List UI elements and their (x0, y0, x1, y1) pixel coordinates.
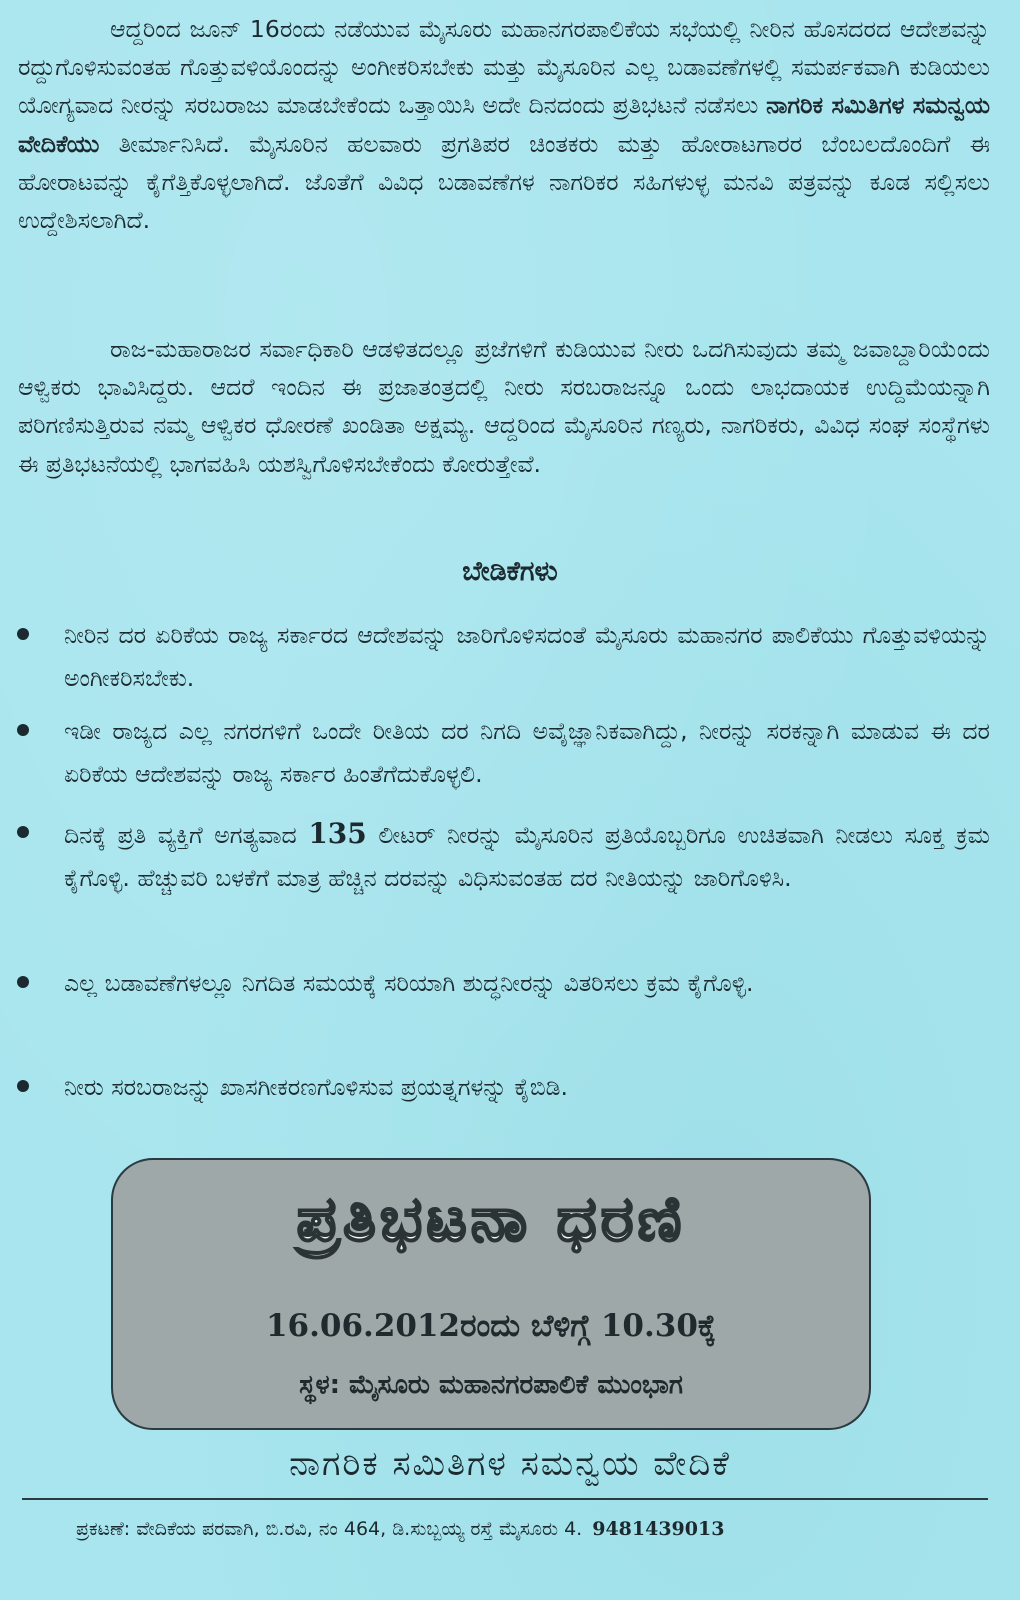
publisher-text: ಪ್ರಕಟಣೆ: ವೇದಿಕೆಯ ಪರವಾಗಿ, ಬಿ.ರವಿ, ನಂ 464, ಡಿ.ಸುಬ್ಬಯ್ಯ ರಸ್ತೆ ಮೈಸೂರು 4. (76, 1518, 583, 1540)
demand-text (64, 812, 990, 900)
publisher-phone: 9481439013 (592, 1518, 725, 1540)
organization-name: ನಾಗರಿಕ ಸಮಿತಿಗಳ ಸಮನ್ವಯ ವೇದಿಕೆ (289, 1444, 731, 1484)
bullet-icon (17, 628, 29, 640)
protest-date-suffix: ರಂದು ಬೆಳಿಗ್ಗೆ (460, 1308, 601, 1344)
demands-heading: ಬೇಡಿಕೆಗಳು (462, 556, 558, 587)
publisher-line (76, 1518, 996, 1540)
bullet-icon (17, 1080, 29, 1092)
liters-number: 135 (308, 817, 367, 850)
protest-venue: ಸ್ಥಳ: ಮೈಸೂರು ಮಹಾನಗರಪಾಲಿಕೆ ಮುಂಭಾಗ (299, 1370, 683, 1400)
demand-text-start: ದಿನಕ್ಕೆ ಪ್ರತಿ ವ್ಯಕ್ತಿಗೆ ಅಗತ್ಯವಾದ (64, 821, 309, 849)
demand-text: ನೀರು ಸರಬರಾಜನ್ನು ಖಾಸಗೀಕರಣಗೊಳಿಸುವ ಪ್ರಯತ್ನಗಳನ್ನು ಕೈಬಿಡಿ. (64, 1073, 568, 1101)
bullet-icon (17, 724, 29, 736)
bullet-icon (17, 826, 29, 838)
organization-bold-text: ನಾಗರಿಕ ಸಮಿತಿಗಳ ಸಮನ್ವಯ ವೇದಿಕೆಯು (18, 91, 991, 158)
protest-date-time (113, 1308, 869, 1345)
footer-divider (22, 1498, 988, 1500)
demand-text: ಇಡೀ ರಾಜ್ಯದ ಎಲ್ಲ ನಗರಗಳಿಗೆ ಒಂದೇ ರೀತಿಯ ದರ ನಿಗದಿ ಅವೈಜ್ಞಾನಿಕವಾಗಿದ್ದು, ನೀರನ್ನು ಸರಕನ್ನಾಗಿ ಮಾಡುವ ಈ ದರ ಏರಿಕೆಯ ಆದೇಶವನ್ನು ರಾಜ್ಯ ಸರ್ಕಾರ ಹಿಂತೆಗೆದುಕೊಳ್ಳಲಿ. (64, 717, 990, 788)
intro-text-end: ತೀರ್ಮಾನಿಸಿದೆ. ಮೈಸೂರಿನ ಹಲವಾರು ಪ್ರಗತಿಪರ ಚಿಂತಕರು ಮತ್ತು ಹೋರಾಟಗಾರರ ಬೆಂಬಲದೊಂದಿಗೆ ಈ ಹೋರಾಟವನ್ನು ಕೈಗೆತ್ತಿಕೊಳ್ಳಲಾಗಿದೆ. ಜೊತೆಗೆ ವಿವಿಧ ಬಡಾವಣೆಗಳ ನಾಗರಿಕರ ಸಹಿಗಳುಳ್ಳ ಮನವಿ ಪತ್ರವನ್ನು ಕೂಡ ಸಲ್ಲಿಸಲು ಉದ್ದೇಶಿಸಲಾಗಿದೆ. (18, 129, 990, 235)
intro-text-start: ಆದ್ದರಿಂದ ಜೂನ್ 16ರಂದು ನಡೆಯುವ ಮೈಸೂರು ಮಹಾನಗರಪಾಲಿಕೆಯ ಸಭೆಯಲ್ಲಿ ನೀರಿನ ಹೊಸದರದ ಆದೇಶವನ್ನು ರದ್ದುಗೊಳಿಸುವಂತಹ ಗೊತ್ತುವಳಿಯೊಂದನ್ನು ಅಂಗೀಕರಿಸಬೇಕು ಮತ್ತು ಮೈಸೂರಿನ ಎಲ್ಲ ಬಡಾವಣೆಗಳಲ್ಲಿ ಸಮರ್ಪಕವಾಗಿ ಕುಡಿಯಲು ಯೋಗ್ಯವಾದ ನೀರನ್ನು ಸರಬರಾಜು ಮಾಡಬೇಕೆಂದು ಒತ್ತಾಯಿಸಿ ಅದೇ ದಿನದಂದು ಪ್ರತಿಭಟನೆ ನಡೆಸಲು (18, 15, 990, 120)
protest-date: 16.06.2012 (265, 1308, 461, 1344)
protest-time: 10.30 (600, 1308, 698, 1344)
protest-announcement-box (111, 1158, 871, 1430)
protest-title: ಪ್ರತಿಭಟನಾ ಧರಣಿ (296, 1182, 686, 1255)
intro-paragraph (18, 10, 990, 239)
protest-time-suffix: ಕ್ಕೆ (697, 1308, 717, 1344)
bullet-icon (17, 976, 29, 988)
appeal-paragraph (18, 330, 990, 483)
demand-text-end: ಲೀಟರ್ ನೀರನ್ನು ಮೈಸೂರಿನ ಪ್ರತಿಯೊಬ್ಬರಿಗೂ ಉಚಿತವಾಗಿ ನೀಡಲು ಸೂಕ್ತ ಕ್ರಮ ಕೈಗೊಳ್ಳಿ. ಹೆಚ್ಚುವರಿ ಬಳಕೆಗೆ ಮಾತ್ರ ಹೆಚ್ಚಿನ ದರವನ್ನು ವಿಧಿಸುವಂತಹ ದರ ನೀತಿಯನ್ನು ಜಾರಿಗೊಳಿಸಿ. (64, 821, 990, 892)
demand-text: ನೀರಿನ ದರ ಏರಿಕೆಯ ರಾಜ್ಯ ಸರ್ಕಾರದ ಆದೇಶವನ್ನು ಜಾರಿಗೊಳಿಸದಂತೆ ಮೈಸೂರು ಮಹಾನಗರ ಪಾಲಿಕೆಯು ಗೊತ್ತುವಳಿಯನ್ನು ಅಂಗೀಕರಿಸಬೇಕು. (64, 621, 990, 692)
appeal-text: ರಾಜ-ಮಹಾರಾಜರ ಸರ್ವಾಧಿಕಾರಿ ಆಡಳಿತದಲ್ಲೂ ಪ್ರಜೆಗಳಿಗೆ ಕುಡಿಯುವ ನೀರು ಒದಗಿಸುವುದು ತಮ್ಮ ಜವಾಬ್ದಾರಿಯೆಂದು ಆಳ್ವಿಕರು ಭಾವಿಸಿದ್ದರು. ಆದರೆ ಇಂದಿನ ಈ ಪ್ರಜಾತಂತ್ರದಲ್ಲಿ ನೀರು ಸರಬರಾಜನ್ನೂ ಒಂದು ಲಾಭದಾಯಕ ಉದ್ದಿಮೆಯನ್ನಾಗಿ ಪರಿಗಣಿಸುತ್ತಿರುವ ನಮ್ಮ ಆಳ್ವಿಕರ ಧೋರಣೆ ಖಂಡಿತಾ ಅಕ್ಷಮ್ಯ. ಆದ್ದರಿಂದ ಮೈಸೂರಿನ ಗಣ್ಯರು, ನಾಗರಿಕರು, ವಿವಿಧ ಸಂಘ ಸಂಸ್ಥೆಗಳು ಈ ಪ್ರತಿಭಟನೆಯಲ್ಲಿ ಭಾಗವಹಿಸಿ ಯಶಸ್ವಿಗೊಳಿಸಬೇಕೆಂದು ಕೋರುತ್ತೇವೆ. (18, 335, 990, 478)
demand-text: ಎಲ್ಲ ಬಡಾವಣೆಗಳಲ್ಲೂ ನಿಗದಿತ ಸಮಯಕ್ಕೆ ಸರಿಯಾಗಿ ಶುದ್ಧನೀರನ್ನು ವಿತರಿಸಲು ಕ್ರಮ ಕೈಗೊಳ್ಳಿ. (64, 969, 754, 997)
